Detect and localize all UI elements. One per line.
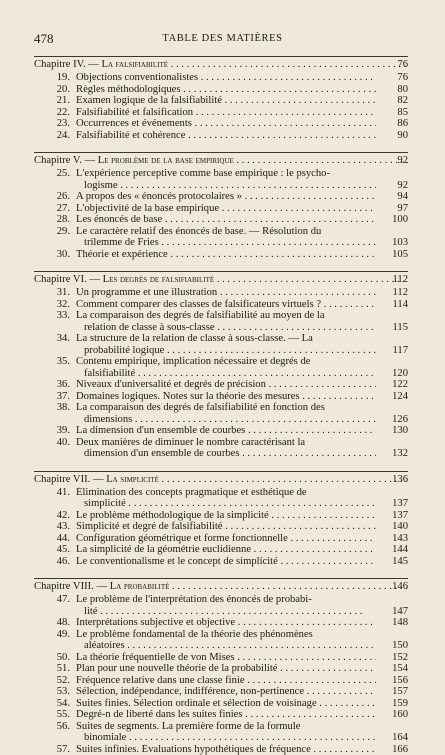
entry-line: Règles méthodologiques . . . <box>76 84 376 96</box>
toc-entry <box>34 310 408 333</box>
entry-page: 114 <box>378 299 408 311</box>
toc-entry <box>34 130 408 142</box>
entry-line: La structure de la relation de classe à sous-classe. — La <box>76 333 376 345</box>
chapter-heading <box>34 579 408 594</box>
chapter-heading <box>34 272 408 287</box>
entry-page: 115 <box>378 322 408 334</box>
entry-text <box>34 510 408 522</box>
toc-entry <box>34 594 408 617</box>
entry-text <box>34 95 408 107</box>
entry-number: 31. <box>44 287 70 299</box>
toc-entry <box>34 686 408 698</box>
entry-number: 42. <box>44 510 70 522</box>
entry-number: 41. <box>44 487 70 499</box>
entry-text <box>34 544 408 556</box>
entry-number: 54. <box>44 698 70 710</box>
entry-number: 30. <box>44 249 70 261</box>
entry-number: 55. <box>44 709 70 721</box>
entry-line: La simplicité de la géométrie euclidienne . . . <box>76 544 376 556</box>
entry-page: 126 <box>378 414 408 426</box>
running-title: TABLE DES MATIÈRES <box>34 33 411 44</box>
entry-number: 57. <box>44 744 70 755</box>
toc-entry <box>34 617 408 629</box>
entry-page: 103 <box>378 237 408 249</box>
toc-entry <box>34 299 408 311</box>
entry-page: 132 <box>378 448 408 460</box>
entry-number: 47. <box>44 594 70 606</box>
entry-line: La dimension d'un ensemble de courbes . . . <box>76 425 376 437</box>
entry-number: 48. <box>44 617 70 629</box>
entry-number: 22. <box>44 107 70 119</box>
toc-entry <box>34 107 408 119</box>
entry-line: probabilité logique . . . <box>76 345 376 357</box>
chapter-label: Chapitre IV. <box>34 59 86 70</box>
entry-number: 51. <box>44 663 70 675</box>
entry-number: 38. <box>44 402 70 414</box>
entry-line: Comment comparer des classes de falsificateurs virtuels ? . . . <box>76 299 376 311</box>
entry-number: 21. <box>44 95 70 107</box>
entry-page: 130 <box>378 425 408 437</box>
entry-line: Interprétations subjective et objective . . . <box>76 617 376 629</box>
entry-page: 92 <box>378 180 408 192</box>
entry-page: 112 <box>378 287 408 299</box>
entry-number: 20. <box>44 84 70 96</box>
entry-line: A propos des « énoncés protocolaires » . . . <box>76 191 376 203</box>
entry-text <box>34 72 408 84</box>
entry-line: Plan pour une nouvelle théorie de la probabilité . . . <box>76 663 376 675</box>
entry-line: falsifiabilité . . . <box>76 368 376 380</box>
entry-page: 166 <box>378 744 408 755</box>
toc-entry <box>34 533 408 545</box>
entry-line: trilemme de Fries . . . <box>76 237 376 249</box>
toc-entry <box>34 118 408 130</box>
entry-text <box>34 402 408 425</box>
toc-entry <box>34 698 408 710</box>
toc-entry <box>34 84 408 96</box>
entry-page: 100 <box>378 214 408 226</box>
chapter-heading <box>34 153 408 168</box>
toc-entry <box>34 191 408 203</box>
toc-entry <box>34 425 408 437</box>
toc-entry <box>34 356 408 379</box>
entry-line: La comparaison des degrés de falsifiabilité en fonction des <box>76 402 376 414</box>
entry-number: 40. <box>44 437 70 449</box>
entry-text <box>34 310 408 333</box>
entry-text <box>34 130 408 142</box>
entry-page: 160 <box>378 709 408 721</box>
entry-page: 148 <box>378 617 408 629</box>
entry-text <box>34 391 408 403</box>
toc-entry <box>34 487 408 510</box>
entry-line: Occurrences et événements . . . <box>76 118 376 130</box>
entry-line: Objections conventionalistes . . . <box>76 72 376 84</box>
toc-entry <box>34 333 408 356</box>
entry-text <box>34 721 408 744</box>
entry-page: 105 <box>378 249 408 261</box>
entry-number: 27. <box>44 203 70 215</box>
toc-entry <box>34 629 408 652</box>
toc-entry <box>34 287 408 299</box>
entry-text <box>34 226 408 249</box>
toc-entry <box>34 72 408 84</box>
chapter-page: 92 <box>378 153 408 168</box>
entry-line: Le caractère relatif des énoncés de base. — Résolution du <box>76 226 376 238</box>
entry-page: 122 <box>378 379 408 391</box>
toc-entry <box>34 95 408 107</box>
toc-entry <box>34 652 408 664</box>
toc-entry <box>34 391 408 403</box>
entry-line: simplicité . . . <box>76 498 376 510</box>
toc-entry <box>34 437 408 460</box>
entry-number: 36. <box>44 379 70 391</box>
entry-text <box>34 84 408 96</box>
entry-number: 24. <box>44 130 70 142</box>
entry-number: 23. <box>44 118 70 130</box>
entry-number: 37. <box>44 391 70 403</box>
entry-page: 124 <box>378 391 408 403</box>
entry-number: 43. <box>44 521 70 533</box>
entry-number: 56. <box>44 721 70 733</box>
entry-line: binomiale . . . <box>76 732 376 744</box>
entry-page: 94 <box>378 191 408 203</box>
entry-text <box>34 744 408 755</box>
entry-line: aléatoires . . . <box>76 640 376 652</box>
chapter-page: 112 <box>378 272 408 287</box>
entry-line: La théorie fréquentielle de von Mises . . . <box>76 652 376 664</box>
entry-number: 49. <box>44 629 70 641</box>
entry-page: 137 <box>378 510 408 522</box>
entry-line: Sélection, indépendance, indifférence, non-pertinence . . . <box>76 686 376 698</box>
entry-page: 164 <box>378 732 408 744</box>
entry-number: 45. <box>44 544 70 556</box>
entry-line: logisme . . . <box>76 180 376 192</box>
toc-entry <box>34 544 408 556</box>
toc-entry <box>34 663 408 675</box>
entry-text <box>34 533 408 545</box>
chapter-heading <box>34 472 408 487</box>
entry-number: 19. <box>44 72 70 84</box>
entry-page: 140 <box>378 521 408 533</box>
entry-text <box>34 299 408 311</box>
chapter-title: Chapitre IV. — La falsifiabilité . . . <box>34 57 408 72</box>
toc-entry <box>34 226 408 249</box>
entry-number: 32. <box>44 299 70 311</box>
entry-page: 150 <box>378 640 408 652</box>
entry-text <box>34 191 408 203</box>
entry-page: 145 <box>378 556 408 568</box>
entry-line: Fréquence relative dans une classe finie . . . <box>76 675 376 687</box>
entry-number: 34. <box>44 333 70 345</box>
chapter-heading <box>34 57 408 72</box>
entry-line: Le problème de l'interprétation des énoncés de probabi- <box>76 594 376 606</box>
entry-text <box>34 168 408 191</box>
toc-entry <box>34 168 408 191</box>
entry-line: Simplicité et degré de falsifiabilité . . . <box>76 521 376 533</box>
entry-line: Configuration géométrique et forme fonctionnelle . . . <box>76 533 376 545</box>
entry-text <box>34 652 408 664</box>
entry-line: Suites de segments. La première forme de la formule <box>76 721 376 733</box>
toc-entry <box>34 379 408 391</box>
chapter-name: La probabilité <box>110 581 170 592</box>
entry-page: 86 <box>378 118 408 130</box>
entry-line: Élimination des concepts pragmatique et esthétique de <box>76 487 376 499</box>
chapter-name: La simplicité <box>106 474 159 485</box>
entry-number: 44. <box>44 533 70 545</box>
entry-page: 97 <box>378 203 408 215</box>
entry-text <box>34 214 408 226</box>
entry-number: 26. <box>44 191 70 203</box>
entry-number: 50. <box>44 652 70 664</box>
entry-text <box>34 437 408 460</box>
entry-page: 143 <box>378 533 408 545</box>
entry-text <box>34 675 408 687</box>
entry-text <box>34 107 408 119</box>
entry-page: 157 <box>378 686 408 698</box>
entry-text <box>34 594 408 617</box>
entry-line: Un programme et une illustration . . . <box>76 287 376 299</box>
entry-text <box>34 686 408 698</box>
entry-text <box>34 203 408 215</box>
entry-line: Deux manières de diminuer le nombre caractérisant la <box>76 437 376 449</box>
entry-text <box>34 556 408 568</box>
entry-line: dimensions . . . <box>76 414 376 426</box>
entry-text <box>34 629 408 652</box>
toc-entry <box>34 510 408 522</box>
entry-text <box>34 249 408 261</box>
entry-page: 144 <box>378 544 408 556</box>
entry-page: 117 <box>378 345 408 357</box>
entry-line: Le problème méthodologique de la simplicité . . . <box>76 510 376 522</box>
toc-entry <box>34 709 408 721</box>
entry-page: 152 <box>378 652 408 664</box>
entry-line: Le problème fondamental de la théorie des phénomènes <box>76 629 376 641</box>
entry-number: 35. <box>44 356 70 368</box>
entry-line: Niveaux d'universalité et degrés de précision . . . <box>76 379 376 391</box>
chapter-label: Chapitre VII. <box>34 474 90 485</box>
chapter-page: 76 <box>378 57 408 72</box>
entry-page: 85 <box>378 107 408 119</box>
chapter-section <box>34 56 408 141</box>
table-of-contents <box>34 56 408 755</box>
entry-line: La comparaison des degrés de falsifiabilité au moyen de la <box>76 310 376 322</box>
page-number: 478 <box>34 31 54 47</box>
chapter-page: 136 <box>378 472 408 487</box>
entry-line: L'objectivité de la base empirique . . . <box>76 203 376 215</box>
entry-number: 25. <box>44 168 70 180</box>
toc-entry <box>34 744 408 755</box>
entry-line: Contenu empirique, implication nécessaire et degrés de <box>76 356 376 368</box>
toc-entry <box>34 675 408 687</box>
entry-number: 39. <box>44 425 70 437</box>
entry-number: 52. <box>44 675 70 687</box>
entry-text <box>34 287 408 299</box>
chapter-section <box>34 471 408 568</box>
entry-line: Falsifiabilité et falsification . . . <box>76 107 376 119</box>
entry-number: 53. <box>44 686 70 698</box>
chapter-title: Chapitre VI. — Les degrés de falsifiabilité . . . <box>34 272 408 287</box>
entry-page: 137 <box>378 498 408 510</box>
entry-line: Les énoncés de base . . . <box>76 214 376 226</box>
chapter-name: Les degrés de falsifiabilité <box>103 274 215 285</box>
toc-entry <box>34 402 408 425</box>
entry-number: 29. <box>44 226 70 238</box>
toc-entry <box>34 214 408 226</box>
entry-line: Degré-n de liberté dans les suites finies . . . <box>76 709 376 721</box>
entry-text <box>34 333 408 356</box>
entry-line: Théorie et expérience . . . <box>76 249 376 261</box>
entry-line: lité . . . <box>76 606 376 618</box>
entry-line: L'expérience perceptive comme base empirique : le psycho- <box>76 168 376 180</box>
toc-entry <box>34 556 408 568</box>
chapter-title: Chapitre VIII. — La probabilité . . . <box>34 579 408 594</box>
entry-text <box>34 356 408 379</box>
chapter-page: 146 <box>378 579 408 594</box>
chapter-label: Chapitre VI. <box>34 274 87 285</box>
chapter-name: La falsifiabilité <box>101 59 168 70</box>
entry-page: 154 <box>378 663 408 675</box>
entry-number: 28. <box>44 214 70 226</box>
entry-line: Examen logique de la falsifiabilité . . . <box>76 95 376 107</box>
toc-entry <box>34 203 408 215</box>
entry-page: 159 <box>378 698 408 710</box>
entry-number: 33. <box>44 310 70 322</box>
entry-page: 80 <box>378 84 408 96</box>
toc-entry <box>34 249 408 261</box>
chapter-section <box>34 271 408 460</box>
toc-entry <box>34 721 408 744</box>
entry-page: 82 <box>378 95 408 107</box>
entry-text <box>34 663 408 675</box>
entry-text <box>34 379 408 391</box>
entry-line: dimension d'un ensemble de courbes . . . <box>76 448 376 460</box>
entry-page: 147 <box>378 606 408 618</box>
entry-text <box>34 521 408 533</box>
entry-text <box>34 118 408 130</box>
entry-number: 46. <box>44 556 70 568</box>
chapter-name: Le problème de la base empirique <box>98 155 234 166</box>
entry-text <box>34 709 408 721</box>
entry-line: Domaines logiques. Notes sur la théorie des mesures . . . <box>76 391 376 403</box>
entry-line: Suites finies. Sélection ordinale et sélection de voisinage . . . <box>76 698 376 710</box>
chapter-section <box>34 578 408 755</box>
entry-line: Suites infinies. Évaluations hypothétiques de fréquence . . . <box>76 744 376 755</box>
entry-text <box>34 425 408 437</box>
entry-text <box>34 617 408 629</box>
chapter-label: Chapitre VIII. <box>34 581 94 592</box>
entry-line: Le conventionalisme et le concept de simplicité . . . <box>76 556 376 568</box>
entry-text <box>34 487 408 510</box>
page-header <box>34 31 411 47</box>
entry-line: relation de classe à sous-classe . . . <box>76 322 376 334</box>
entry-text <box>34 698 408 710</box>
entry-page: 156 <box>378 675 408 687</box>
chapter-title: Chapitre V. — Le problème de la base empirique . . . <box>34 153 408 168</box>
toc-entry <box>34 521 408 533</box>
entry-page: 120 <box>378 368 408 380</box>
entry-line: Falsifiabilité et cohérence . . . <box>76 130 376 142</box>
chapter-label: Chapitre V. <box>34 155 82 166</box>
chapter-section <box>34 152 408 260</box>
entry-page: 76 <box>378 72 408 84</box>
chapter-title: Chapitre VII. — La simplicité . . . <box>34 472 408 487</box>
entry-page: 90 <box>378 130 408 142</box>
